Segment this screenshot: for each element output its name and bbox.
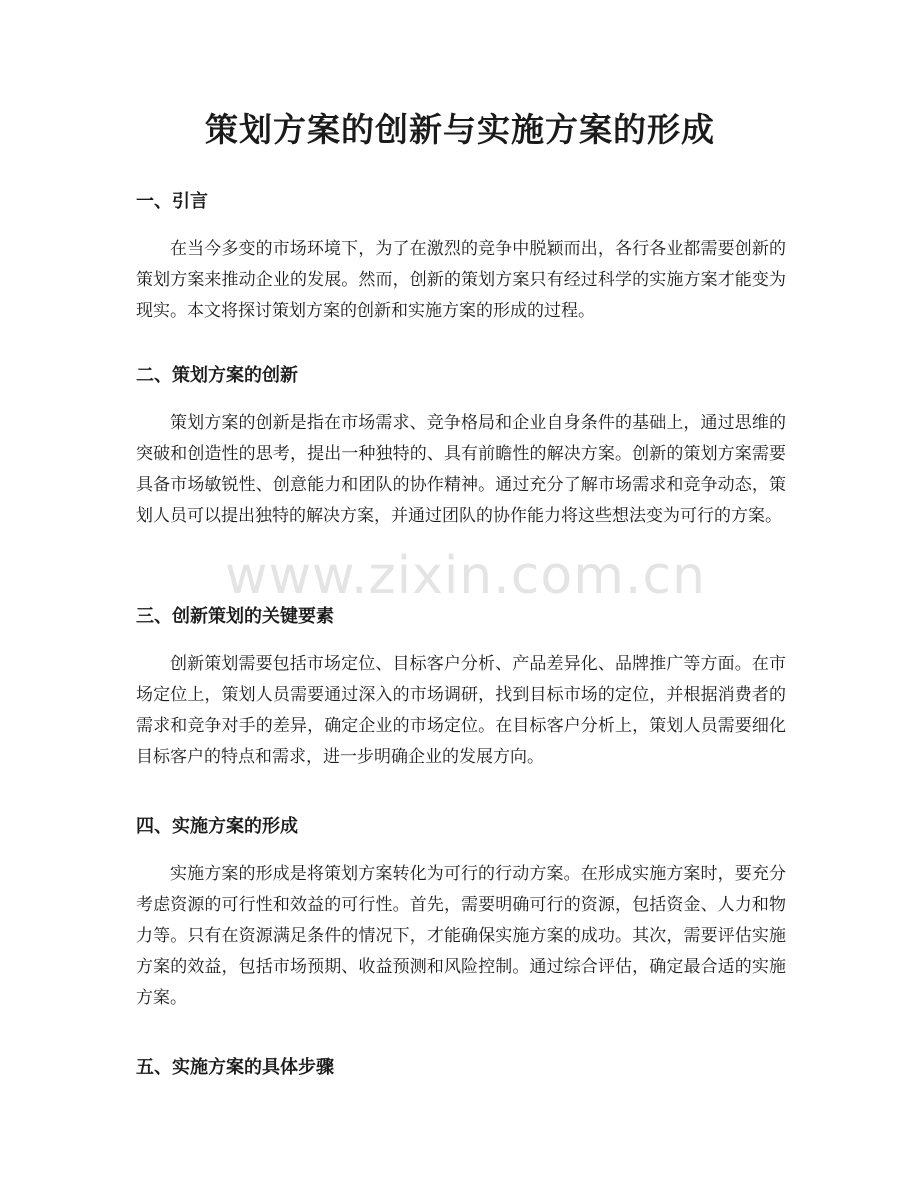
section-heading-innovation: 二、策划方案的创新: [136, 365, 298, 386]
section-paragraph-innovation: 策划方案的创新是指在市场需求、竞争格局和企业自身条件的基础上，通过思维的突破和创造性的思考，提出一种独特的、具有前瞻性的解决方案。创新的策划方案需要具备市场敏锐性、创意能力和团队的协作精神。通过充分了解市场需求和竞争动态，策划人员可以提出独特的解决方案，并通过团队的协作能力将这些想法变为可行的方案。: [136, 413, 786, 526]
document-title: 策划方案的创新与实施方案的形成: [205, 110, 715, 149]
section-heading-introduction: 一、引言: [136, 191, 208, 212]
section-paragraph-implementation: 实施方案的形成是将策划方案转化为可行的行动方案。在形成实施方案时，要充分考虑资源的可行性和效益的可行性。首先，需要明确可行的资源，包括资金、人力和物力等。只有在资源满足条件的情况下，才能确保实施方案的成功。其次，需要评估实施方案的效益，包括市场预期、收益预测和风险控制。通过综合评估，确定最合适的实施方案。: [136, 864, 786, 1008]
section-heading-steps: 五、实施方案的具体步骤: [136, 1057, 334, 1078]
section-paragraph-key-elements: 创新策划需要包括市场定位、目标客户分析、产品差异化、品牌推广等方面。在市场定位上，策划人员需要通过深入的市场调研，找到目标市场的定位，并根据消费者的需求和竞争对手的差异，确定企业的市场定位。在目标客户分析上，策划人员需要细化目标客户的特点和需求，进一步明确企业的发展方向。: [136, 654, 786, 767]
section-paragraph-introduction: 在当今多变的市场环境下，为了在激烈的竞争中脱颖而出，各行各业都需要创新的策划方案来推动企业的发展。然而，创新的策划方案只有经过科学的实施方案才能变为现实。本文将探讨策划方案的创新和实施方案的形成的过程。: [136, 239, 786, 321]
section-heading-key-elements: 三、创新策划的关键要素: [136, 606, 334, 627]
section-heading-implementation: 四、实施方案的形成: [136, 816, 298, 837]
watermark: www.zixin.com.cn: [225, 546, 706, 606]
